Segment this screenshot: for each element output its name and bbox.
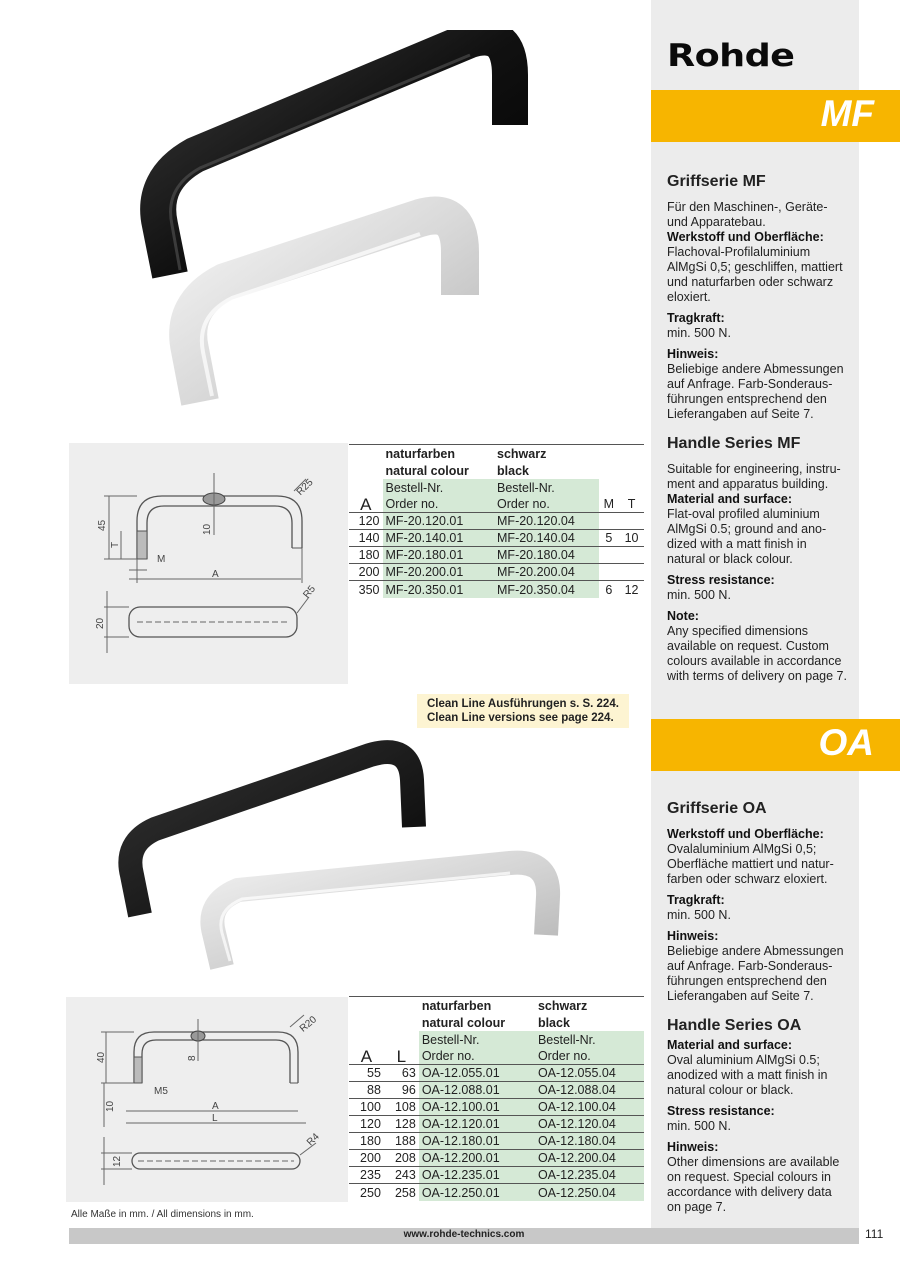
oa-material-en-1: Oval aluminium AlMgSi 0.5; (667, 1053, 820, 1067)
mf-note-de-4: Lieferangaben auf Seite 7. (667, 407, 814, 421)
oa-row-a: 180 (349, 1133, 384, 1150)
mf-dim-r25: R25 (294, 477, 316, 498)
oa-row-black: OA-12.120.04 (535, 1116, 644, 1133)
mf-row-black: MF-20.350.04 (494, 581, 599, 598)
mf-col-natural-de: naturfarben (385, 446, 455, 461)
oa-row-a: 120 (349, 1116, 384, 1133)
oa-note-en-1: Other dimensions are available (667, 1155, 840, 1169)
mf-material-de-3: und naturfarben oder schwarz (667, 275, 834, 289)
mf-col-black-de: schwarz (497, 446, 547, 461)
mf-row-black: MF-20.120.04 (494, 513, 599, 530)
series-band-oa (651, 719, 900, 771)
mf-row (349, 564, 644, 581)
oa-row-l: 96 (384, 1082, 419, 1099)
oa-row-l: 208 (384, 1150, 419, 1167)
oa-row-natural: OA-12.088.01 (419, 1082, 535, 1099)
footer-bar (69, 1228, 859, 1244)
mf-m-group1: 5 (599, 530, 619, 547)
mf-col-m: M (599, 496, 619, 513)
oa-row-black: OA-12.055.04 (535, 1065, 644, 1082)
mf-row-natural: MF-20.200.01 (383, 564, 495, 581)
series-code-oa: OA (818, 722, 874, 763)
mf-col-natural-en: natural colour (385, 463, 469, 478)
mf-row-natural: MF-20.180.01 (383, 547, 495, 564)
mf-row-black: MF-20.200.04 (494, 564, 599, 581)
mf-order-en-natural: Order no. (383, 496, 495, 513)
oa-order-de-natural: Bestell-Nr. (419, 1031, 535, 1048)
clean-line-de: Clean Line Ausführungen s. S. 224. (427, 698, 619, 710)
clean-line-note (417, 694, 629, 728)
mf-row-a: 120 (349, 513, 383, 530)
mf-row (349, 581, 644, 598)
oa-note-de-3: führungen entsprechend den (667, 974, 827, 988)
mf-material-head-de: Werkstoff und Oberfläche: (667, 230, 824, 244)
oa-row (349, 1184, 644, 1201)
oa-col-l: L (384, 1048, 419, 1065)
oa-title-en: Handle Series OA (667, 1017, 802, 1034)
oa-row (349, 1099, 644, 1116)
oa-row-natural: OA-12.235.01 (419, 1167, 535, 1184)
oa-row-a: 100 (349, 1099, 384, 1116)
oa-row-a: 200 (349, 1150, 384, 1167)
oa-material-de-3: farben oder schwarz eloxiert. (667, 872, 828, 886)
oa-row-natural: OA-12.180.01 (419, 1133, 535, 1150)
oa-row-a: 88 (349, 1082, 384, 1099)
mf-dim-r5: R5 (301, 583, 319, 601)
oa-row-black: OA-12.088.04 (535, 1082, 644, 1099)
mf-note-en-2: available on request. Custom (667, 639, 829, 653)
oa-row-l: 108 (384, 1099, 419, 1116)
mf-intro-en-2: ment and apparatus building. (667, 477, 829, 491)
mf-order-table (349, 444, 644, 598)
mf-material-head-en: Material and surface: (667, 492, 793, 506)
mf-dim-20: 20 (95, 617, 106, 629)
oa-row-natural: OA-12.200.01 (419, 1150, 535, 1167)
oa-technical-drawing (66, 997, 348, 1202)
oa-load-head-en: Stress resistance: (667, 1104, 775, 1118)
mf-order-en-black: Order no. (494, 496, 599, 513)
oa-row-natural: OA-12.100.01 (419, 1099, 535, 1116)
oa-order-en-black: Order no. (535, 1048, 644, 1065)
mf-material-de-2: AlMgSi 0,5; geschliffen, mattiert (667, 260, 843, 274)
mf-order-de-black: Bestell-Nr. (494, 479, 599, 496)
oa-row-a: 250 (360, 1185, 381, 1200)
oa-note-de-2: auf Anfrage. Farb-Sonderaus- (667, 959, 833, 973)
mf-load-de: min. 500 N. (667, 326, 731, 340)
mf-dim-10: 10 (202, 523, 213, 535)
oa-material-en-3: natural colour or black. (667, 1083, 794, 1097)
oa-row-l: 128 (384, 1116, 419, 1133)
mf-dim-45: 45 (97, 519, 108, 531)
mf-t-group1: 10 (619, 530, 644, 547)
oa-col-black-de: schwarz (537, 998, 588, 1013)
mf-intro-de-2: und Apparatebau. (667, 215, 766, 229)
oa-row-natural: OA-12.120.01 (419, 1116, 535, 1133)
oa-note-head-en: Hinweis: (667, 1140, 719, 1154)
mf-row (349, 513, 644, 530)
oa-row (349, 1167, 644, 1184)
oa-dim-l: L (212, 1113, 218, 1124)
oa-handle-photo (110, 735, 580, 985)
mf-intro-en-1: Suitable for engineering, instru- (667, 462, 841, 476)
mf-material-en-1: Flat-oval profiled aluminium (667, 507, 820, 521)
series-code-mf: MF (820, 93, 874, 134)
oa-col-natural-de: naturfarben (421, 998, 492, 1013)
mf-intro-de-1: Für den Maschinen-, Geräte- (667, 200, 828, 214)
mf-row-black: MF-20.180.04 (494, 547, 599, 564)
mf-load-head-de: Tragkraft: (667, 311, 725, 325)
mf-col-black-en: black (497, 463, 529, 478)
oa-material-de-2: Oberfläche mattiert und natur- (667, 857, 834, 871)
oa-note-head-de: Hinweis: (667, 929, 719, 943)
mf-row-a: 180 (349, 547, 383, 564)
mf-m-group2: 6 (605, 582, 613, 597)
oa-dim-8: 8 (187, 1055, 198, 1061)
mf-title-en: Handle Series MF (667, 435, 801, 452)
oa-col-natural-en: natural colour (421, 1015, 506, 1030)
mf-title-de: Griffserie MF (667, 173, 766, 190)
oa-dim-40: 40 (96, 1051, 107, 1063)
mf-note-en-3: colours available in accordance (667, 654, 842, 668)
oa-row-a: 235 (349, 1167, 384, 1184)
oa-row (349, 1150, 644, 1167)
mf-row-a: 140 (349, 530, 383, 547)
oa-note-en-3: accordance with delivery data (667, 1185, 832, 1199)
oa-row (349, 1133, 644, 1150)
mf-row-natural: MF-20.120.01 (383, 513, 495, 530)
series-band-mf (651, 90, 900, 142)
oa-description (667, 799, 852, 1215)
oa-dim-r4: R4 (304, 1131, 322, 1149)
mf-note-head-de: Hinweis: (667, 347, 719, 361)
footer-url[interactable]: www.rohde-technics.com (403, 1229, 525, 1240)
rohde-logo: Rohde (667, 38, 795, 74)
oa-row-natural: OA-12.250.01 (419, 1184, 535, 1201)
mf-col-a: A (349, 496, 383, 513)
mf-technical-drawing (69, 443, 348, 684)
page-number: 111 (865, 1227, 884, 1241)
mf-col-t: T (619, 496, 644, 513)
mf-silver-handle (188, 216, 460, 402)
oa-note-en-4: on page 7. (667, 1200, 727, 1214)
mf-row-a: 200 (349, 564, 383, 581)
oa-row-black: OA-12.100.04 (535, 1099, 644, 1116)
oa-order-de-black: Bestell-Nr. (535, 1031, 644, 1048)
mf-note-en-4: with terms of delivery on page 7. (667, 669, 847, 683)
mf-description (667, 172, 852, 684)
mf-note-en-1: Any specified dimensions (667, 624, 809, 638)
mf-row-black: MF-20.140.04 (494, 530, 599, 547)
mf-row-natural: MF-20.140.01 (383, 530, 495, 547)
oa-row-a: 55 (349, 1065, 384, 1082)
mf-material-de-1: Flachoval-Profilaluminium (667, 245, 811, 259)
oa-row-l: 243 (384, 1167, 419, 1184)
mf-row-natural: MF-20.350.01 (383, 581, 495, 598)
oa-order-table (349, 996, 644, 1201)
oa-row-black: OA-12.250.04 (535, 1184, 644, 1201)
oa-row (349, 1065, 644, 1082)
oa-col-a: A (349, 1048, 384, 1065)
oa-row-black: OA-12.180.04 (535, 1133, 644, 1150)
dimensions-note: Alle Maße in mm. / All dimensions in mm. (71, 1209, 254, 1220)
oa-material-en-2: anodized with a matt finish in (667, 1068, 828, 1082)
oa-dim-r20: R20 (297, 1014, 320, 1035)
mf-row (349, 530, 644, 547)
oa-load-en: min. 500 N. (667, 1119, 731, 1133)
oa-row-l: 63 (384, 1065, 419, 1082)
oa-dim-12: 12 (112, 1155, 123, 1167)
oa-dim-10: 10 (105, 1100, 116, 1112)
oa-row-black: OA-12.200.04 (535, 1150, 644, 1167)
mf-row-a: 350 (358, 582, 380, 597)
oa-dim-a: A (212, 1101, 219, 1112)
mf-note-de-2: auf Anfrage. Farb-Sonderaus- (667, 377, 833, 391)
oa-material-head-de: Werkstoff und Oberfläche: (667, 827, 824, 841)
oa-silver-handle (212, 863, 548, 967)
mf-load-en: min. 500 N. (667, 588, 731, 602)
mf-material-en-2: AlMgSi 0.5; ground and ano- (667, 522, 827, 536)
oa-note-de-1: Beliebige andere Abmessungen (667, 944, 844, 958)
mf-row (349, 547, 644, 564)
mf-material-en-4: natural or black colour. (667, 552, 793, 566)
mf-note-head-en: Note: (667, 609, 699, 623)
oa-material-head-en: Material and surface: (667, 1038, 793, 1052)
mf-dim-a: A (212, 569, 219, 580)
mf-dim-m: M (157, 554, 166, 565)
oa-row-black: OA-12.235.04 (535, 1167, 644, 1184)
oa-load-de: min. 500 N. (667, 908, 731, 922)
oa-col-black-en: black (537, 1015, 570, 1030)
oa-row (349, 1082, 644, 1099)
mf-dim-t: T (110, 541, 121, 548)
mf-t-group2: 12 (624, 582, 639, 597)
mf-load-head-en: Stress resistance: (667, 573, 775, 587)
clean-line-en: Clean Line versions see page 224. (427, 712, 614, 724)
mf-material-de-4: eloxiert. (667, 290, 711, 304)
mf-note-de-1: Beliebige andere Abmessungen (667, 362, 844, 376)
oa-order-en-natural: Order no. (419, 1048, 535, 1065)
oa-note-en-2: on request. Special colours in (667, 1170, 831, 1184)
oa-row-l: 258 (394, 1185, 416, 1200)
oa-row (349, 1116, 644, 1133)
oa-title-de: Griffserie OA (667, 800, 767, 817)
oa-load-head-de: Tragkraft: (667, 893, 725, 907)
mf-handle-photo (140, 30, 540, 420)
mf-material-en-3: dized with a matt finish in (667, 537, 807, 551)
oa-note-de-4: Lieferangaben auf Seite 7. (667, 989, 814, 1003)
mf-note-de-3: führungen entsprechend den (667, 392, 827, 406)
oa-dim-m5: M5 (154, 1086, 168, 1097)
oa-material-de-1: Ovalaluminium AlMgSi 0,5; (667, 842, 817, 856)
oa-row-natural: OA-12.055.01 (419, 1065, 535, 1082)
mf-order-de-natural: Bestell-Nr. (383, 479, 495, 496)
oa-row-l: 188 (384, 1133, 419, 1150)
